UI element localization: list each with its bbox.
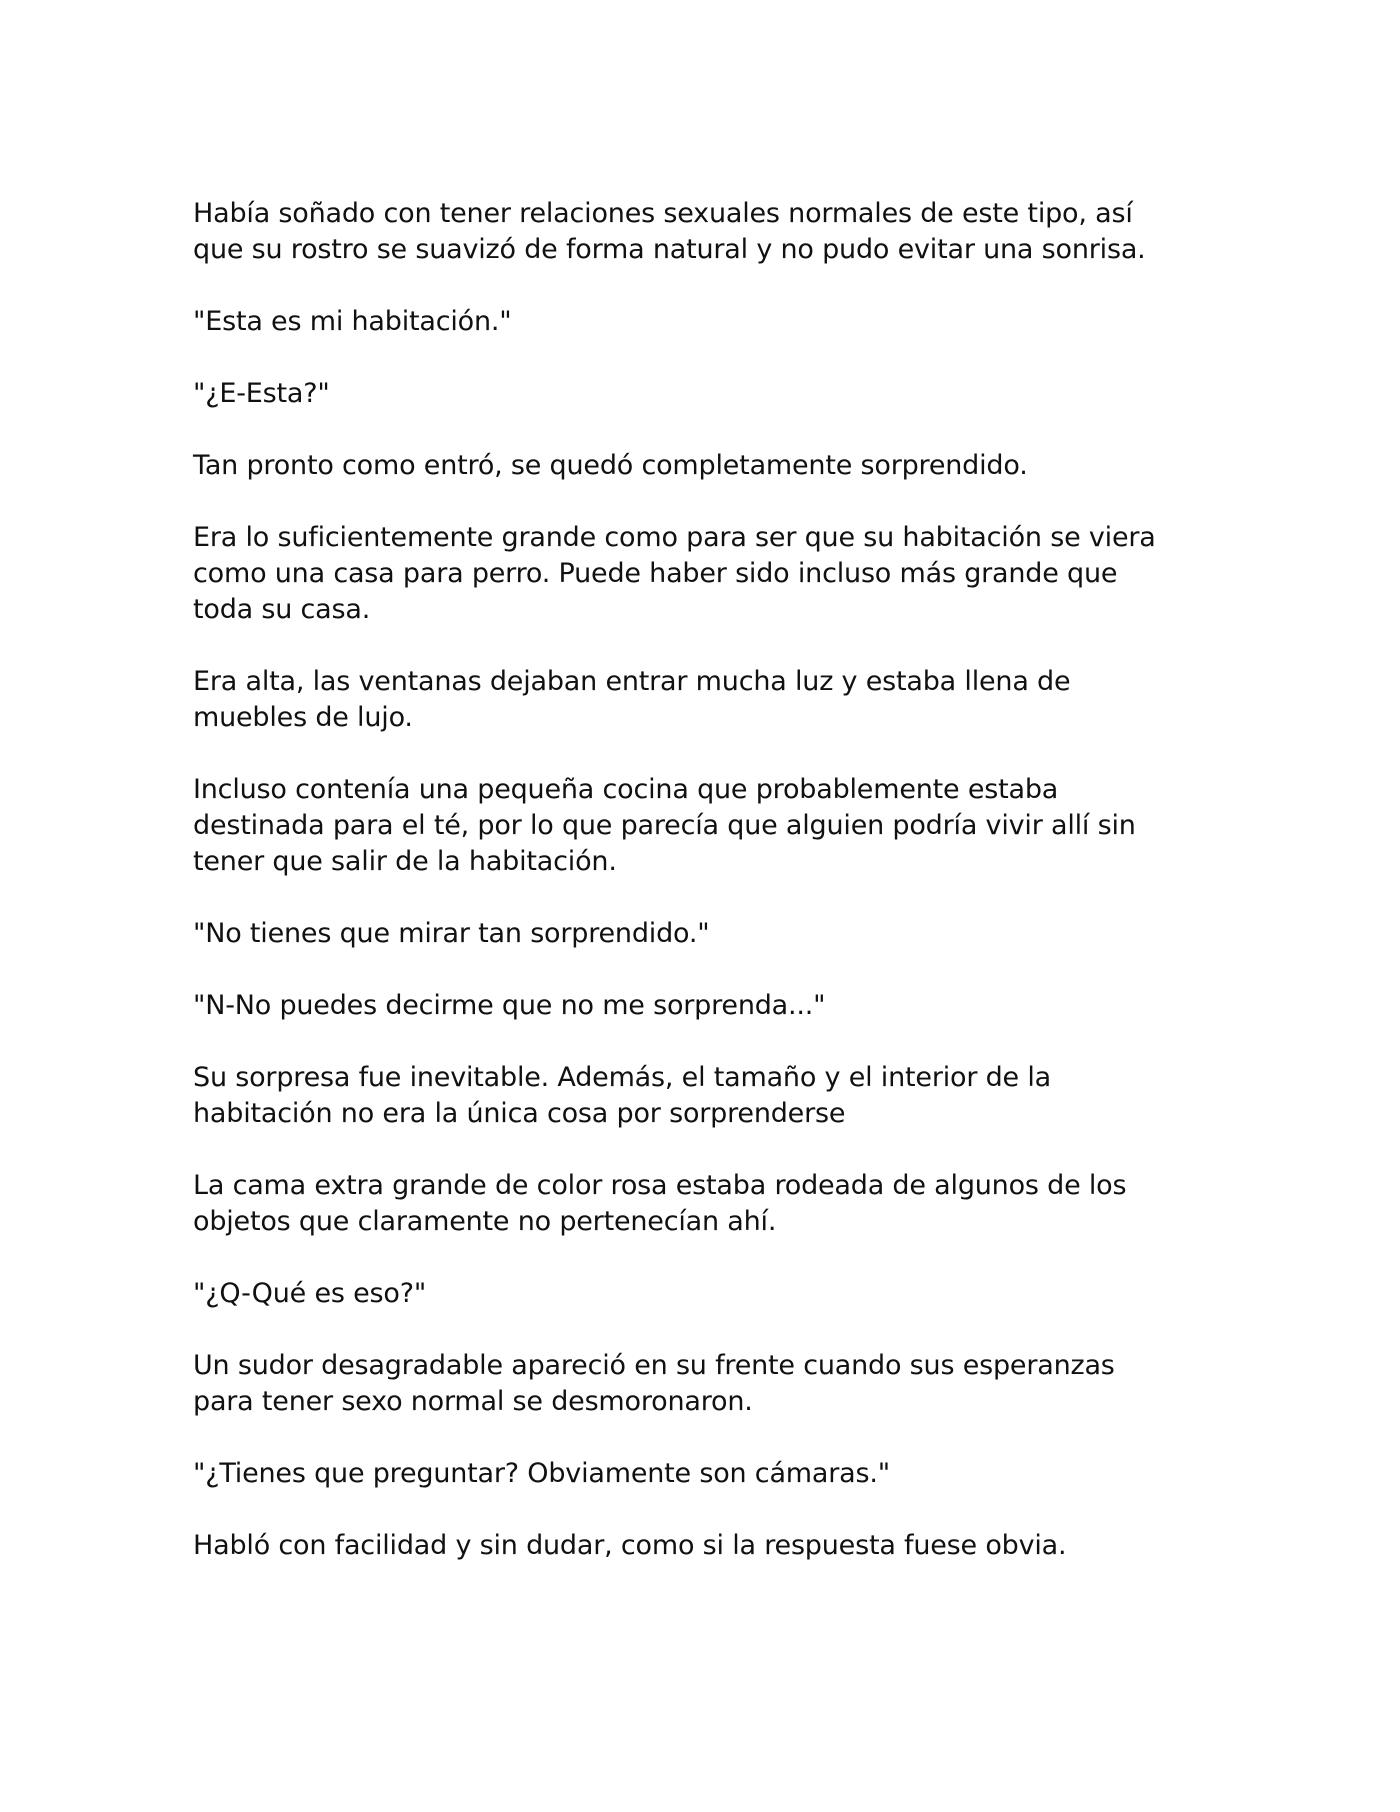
text-line: tener que salir de la habitación. <box>193 846 617 877</box>
text-line: destinada para el té, por lo que parecía que alguien podría vivir allí sin <box>193 810 1136 841</box>
text-line: "¿Q-Qué es eso?" <box>193 1278 427 1309</box>
paragraph <box>193 1456 1203 1492</box>
text-line: "Esta es mi habitación." <box>193 306 512 337</box>
text-line: Incluso contenía una pequeña cocina que probablemente estaba <box>193 774 1059 805</box>
text-line: "¿E-Esta?" <box>193 378 330 409</box>
text-line: objetos que claramente no pertenecían ahí. <box>193 1206 777 1237</box>
text-line: toda su casa. <box>193 594 371 625</box>
text-line: Habló con facilidad y sin dudar, como si la respuesta fuese obvia. <box>193 1530 1067 1561</box>
text-line: como una casa para perro. Puede haber sido incluso más grande que <box>193 558 1118 589</box>
paragraph <box>193 448 1203 484</box>
paragraph <box>193 988 1203 1024</box>
paragraph <box>193 376 1203 412</box>
text-line: que su rostro se suavizó de forma natural y no pudo evitar una sonrisa. <box>193 234 1146 265</box>
paragraph <box>193 304 1203 340</box>
text-line: "¿Tienes que preguntar? Obviamente son cámaras." <box>193 1458 890 1489</box>
text-line: para tener sexo normal se desmoronaron. <box>193 1386 753 1417</box>
text-line: "No tienes que mirar tan sorprendido." <box>193 918 710 949</box>
text-line: Había soñado con tener relaciones sexuales normales de este tipo, así <box>193 198 1133 229</box>
text-line: Era lo suficientemente grande como para ser que su habitación se viera <box>193 522 1156 553</box>
text-line: La cama extra grande de color rosa estaba rodeada de algunos de los <box>193 1170 1127 1201</box>
paragraph <box>193 916 1203 952</box>
paragraph <box>193 520 1203 628</box>
text-line: Tan pronto como entró, se quedó completamente sorprendido. <box>193 450 1028 481</box>
paragraph <box>193 1276 1203 1312</box>
paragraph <box>193 1060 1203 1132</box>
paragraph <box>193 196 1203 268</box>
paragraph <box>193 664 1203 736</box>
paragraph <box>193 1168 1203 1240</box>
text-line: Su sorpresa fue inevitable. Además, el tamaño y el interior de la <box>193 1062 1052 1093</box>
text-line: Un sudor desagradable apareció en su frente cuando sus esperanzas <box>193 1350 1115 1381</box>
document-body <box>193 196 1203 1600</box>
text-line: Era alta, las ventanas dejaban entrar mucha luz y estaba llena de <box>193 666 1071 697</box>
text-line: "N-No puedes decirme que no me sorprenda..." <box>193 990 826 1021</box>
text-line: habitación no era la única cosa por sorprenderse <box>193 1098 846 1129</box>
paragraph <box>193 772 1203 880</box>
paragraph <box>193 1348 1203 1420</box>
paragraph <box>193 1528 1203 1564</box>
text-line: muebles de lujo. <box>193 702 413 733</box>
